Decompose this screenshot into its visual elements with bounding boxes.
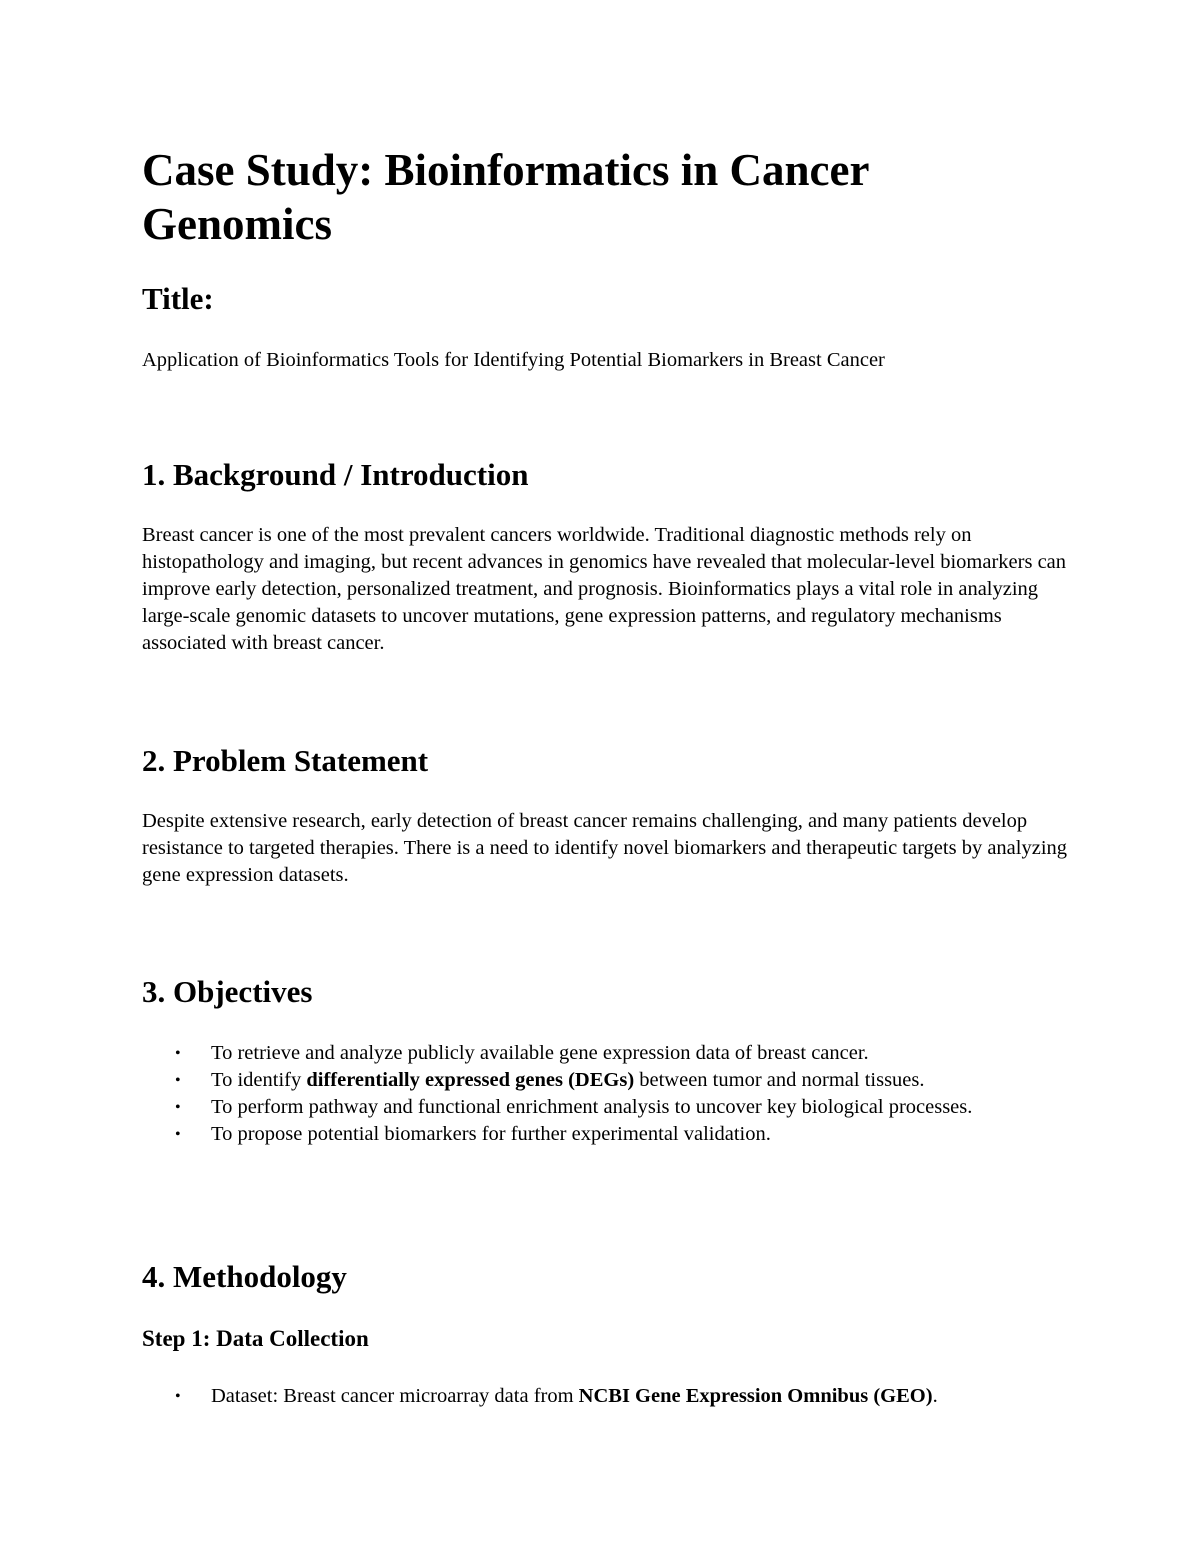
background-heading: 1. Background / Introduction [142,457,529,492]
document-title: Case Study: Bioinformatics in Cancer Genomics [142,145,869,249]
title-heading: Title: [142,281,214,316]
objective-text: To retrieve and analyze publicly available gene expression data of breast cancer. [211,1042,869,1064]
objectives-heading: 3. Objectives [142,974,313,1009]
step1-text-pre: Dataset: Breast cancer microarray data from [211,1385,579,1407]
bullet-icon: • [175,1126,181,1143]
objective-text: To perform pathway and functional enrichment analysis to uncover key biological processes. [211,1096,973,1118]
problem-paragraph: Despite extensive research, early detection of breast cancer remains challenging, and many patients develop resistance to targeted therapies. There is a need to identify novel biomarkers and therapeutic targets by analyzing gene expression datasets. [142,810,1068,886]
objective-item [142,1094,1042,1121]
objective-item [142,1040,1042,1067]
step1-list [142,1383,1042,1410]
bullet-icon: • [175,1388,181,1405]
objective-text-pre: To identify [211,1069,307,1091]
objective-item [142,1121,1042,1148]
objective-text-bold: differentially expressed genes (DEGs) [306,1069,635,1091]
objective-text: To propose potential biomarkers for further experimental validation. [211,1123,771,1145]
background-paragraph: Breast cancer is one of the most prevalent cancers worldwide. Traditional diagnostic methods rely on histopathology and imaging, but recent advances in genomics have revealed that molecular-level biomarkers can improve early detection, personalized treatment, and prognosis. Bioinformatics plays a vital role in analyzing large-scale genomic datasets to uncover mutations, gene expression patterns, and regulatory mechanisms associated with breast cancer. [142,524,1067,654]
step1-item [142,1383,1042,1410]
step1-text-bold: NCBI Gene Expression Omnibus (GEO) [578,1385,933,1407]
objective-item [142,1067,1042,1094]
step1-heading: Step 1: Data Collection [142,1326,369,1351]
methodology-heading: 4. Methodology [142,1259,347,1294]
objectives-list [142,1040,1042,1148]
problem-heading: 2. Problem Statement [142,743,429,778]
bullet-icon: • [175,1099,181,1116]
title-text: Application of Bioinformatics Tools for Identifying Potential Biomarkers in Breast Cancer [142,349,885,371]
bullet-icon: • [175,1045,181,1062]
step1-text-post: . [932,1385,938,1407]
objective-text-post: between tumor and normal tissues. [634,1069,925,1091]
bullet-icon: • [175,1072,181,1089]
